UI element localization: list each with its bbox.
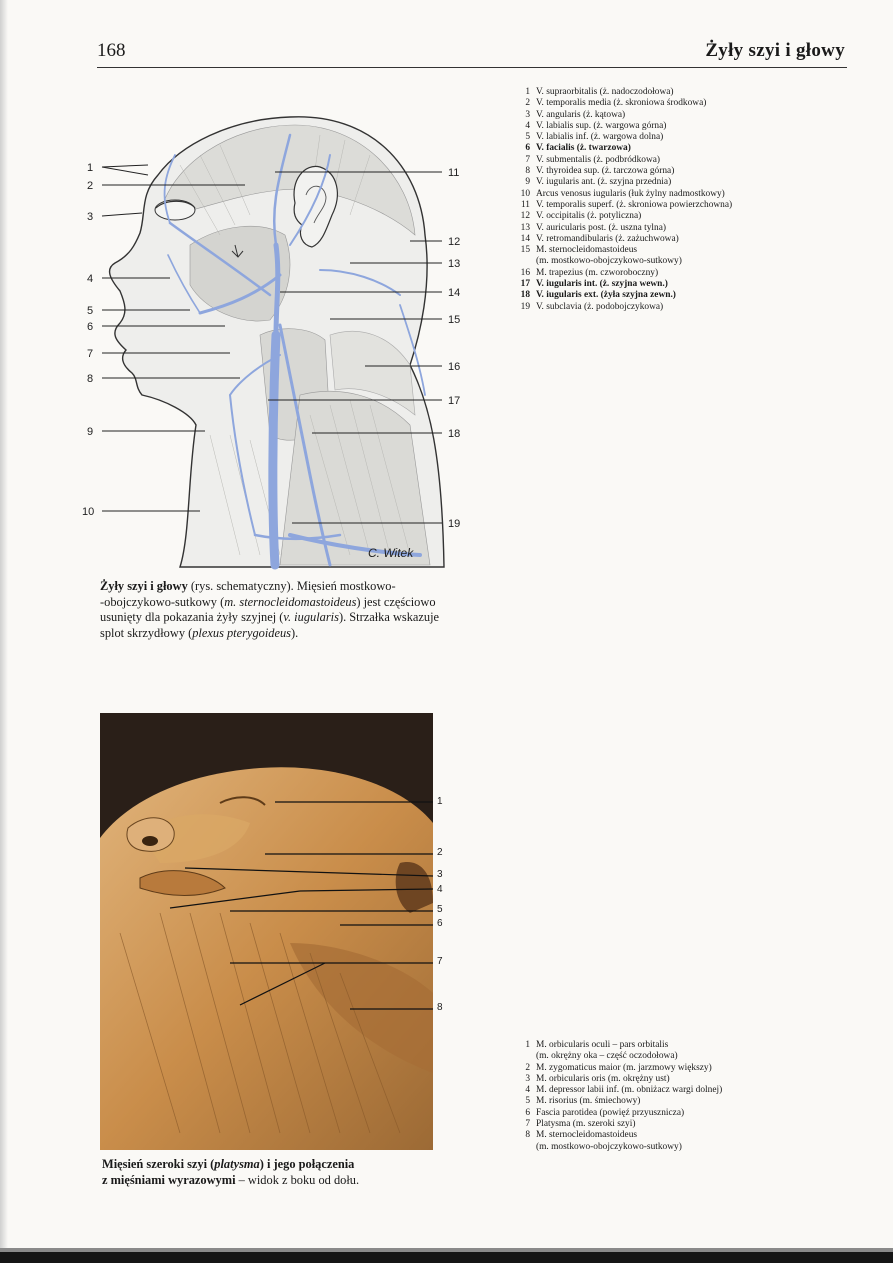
figure-neck-veins bbox=[80, 95, 480, 570]
legend-item: 18 V. iugularis ext. (żyła szyjna zewn.) bbox=[520, 290, 676, 301]
legend-item: 1 V. supraorbitalis (ż. nadoczodołowa) bbox=[525, 87, 674, 97]
legend-item: 6 V. facialis (ż. twarzowa) bbox=[525, 143, 631, 154]
legend-item: 7 V. submentalis (ż. podbródkowa) bbox=[525, 154, 661, 165]
legend-item: 3 M. orbicularis oris (m. okrężny ust) bbox=[525, 1073, 670, 1084]
caption-figure-2: Mięsień szeroki szyi (platysma) i jego połączenia z mięśniami wyrazowymi – widok z boku od dołu. bbox=[102, 1157, 360, 1187]
legend-item: 10 Arcus venosus iugularis (łuk żylny nadmostkowy) bbox=[520, 188, 725, 199]
page-edge-shadow bbox=[0, 0, 8, 1263]
legend-item: 3 V. angularis (ż. kątowa) bbox=[525, 109, 626, 120]
callout-13: 13 bbox=[448, 258, 461, 270]
legend-item: 8 M. sternocleidomastoideus bbox=[525, 1130, 638, 1141]
legend-item: 7 Platysma (m. szeroki szyi) bbox=[525, 1119, 636, 1130]
legend-item: 2 M. zygomaticus maior (m. jarzmowy większy) bbox=[525, 1062, 712, 1073]
legend-item: 4 M. depressor labii inf. (m. obniżacz wargi dolnej) bbox=[525, 1085, 723, 1096]
legend-item: (m. mostkowo-obojczykowo-sutkowy) bbox=[536, 1141, 682, 1152]
callout-3: 3 bbox=[87, 211, 94, 223]
callout-6: 6 bbox=[437, 918, 443, 929]
legend-item: 8 V. thyroidea sup. (ż. tarczowa górna) bbox=[525, 166, 675, 177]
callout-5: 5 bbox=[437, 904, 443, 915]
legend-item: 4 V. labialis sup. (ż. wargowa górna) bbox=[525, 120, 667, 131]
page-number: 168 bbox=[97, 40, 126, 61]
legend-item: 15 M. sternocleidomastoideus bbox=[520, 245, 638, 256]
scan-bottom-band bbox=[0, 1248, 893, 1263]
callout-7: 7 bbox=[87, 348, 94, 360]
callout-1: 1 bbox=[437, 796, 443, 807]
callout-16: 16 bbox=[448, 361, 461, 373]
callout-14: 14 bbox=[448, 287, 461, 299]
callout-8: 8 bbox=[87, 373, 94, 385]
legend-item: (m. okrężny oka – część oczodołowa) bbox=[536, 1051, 678, 1062]
callout-15: 15 bbox=[448, 314, 461, 326]
legend-muscles bbox=[508, 1040, 722, 1153]
legend-item: (m. mostkowo-obojczykowo-sutkowy) bbox=[536, 256, 682, 267]
callout-9: 9 bbox=[87, 426, 94, 438]
legend-item: 16 M. trapezius (m. czworoboczny) bbox=[520, 267, 659, 278]
legend-item: 11 V. temporalis superf. (ż. skroniowa powierzchowna) bbox=[520, 199, 733, 210]
legend-veins bbox=[508, 87, 732, 313]
legend-item: 14 V. retromandibularis (ż. zażuchwowa) bbox=[520, 233, 679, 244]
callout-18: 18 bbox=[448, 428, 461, 440]
callout-3: 3 bbox=[437, 869, 443, 880]
callout-2: 2 bbox=[437, 847, 443, 858]
legend-item: 17 V. iugularis int. (ż. szyjna wewn.) bbox=[520, 279, 668, 290]
callout-8: 8 bbox=[437, 1002, 443, 1013]
callout-10: 10 bbox=[82, 506, 95, 518]
callout-4: 4 bbox=[437, 884, 443, 895]
legend-item: 13 V. auricularis post. (ż. uszna tylna) bbox=[520, 222, 666, 233]
callout-2: 2 bbox=[87, 180, 94, 192]
legend-item: 19 V. subclavia (ż. podobojczykowa) bbox=[520, 301, 664, 312]
legend-item: 2 V. temporalis media (ż. skroniowa środkowa) bbox=[525, 98, 707, 109]
caption-title: Żyły szyi i głowy bbox=[100, 579, 188, 593]
callout-6: 6 bbox=[87, 321, 94, 333]
legend-item: 6 Fascia parotidea (powięź przyusznicza) bbox=[525, 1107, 685, 1118]
legend-item: 1 M. orbicularis oculi – pars orbitalis bbox=[525, 1040, 669, 1050]
legend-item: 5 M. risorius (m. śmiechowy) bbox=[525, 1096, 641, 1107]
callout-5: 5 bbox=[87, 305, 94, 317]
figure-platysma-photo bbox=[100, 713, 452, 1150]
callout-4: 4 bbox=[87, 273, 94, 285]
callout-17: 17 bbox=[448, 395, 461, 407]
callout-7: 7 bbox=[437, 956, 443, 967]
caption-figure-1: Żyły szyi i głowy (rys. schematyczny). Mięsień mostkowo- -obojczykowo-sutkowy (m. sternocleidomastoideus) jest częściowo usunięty dla pokazania żyły szyjnej (v. iugularis). Strzałka wskazuje splot skrzydłowy (plexus pterygoideus). bbox=[100, 579, 440, 640]
figure2-callouts bbox=[437, 713, 457, 1150]
header-rule bbox=[97, 67, 847, 68]
legend-item: 5 V. labialis inf. (ż. wargowa dolna) bbox=[525, 132, 664, 143]
callout-12: 12 bbox=[448, 236, 461, 248]
callout-19: 19 bbox=[448, 518, 461, 530]
callout-1: 1 bbox=[87, 162, 94, 174]
running-title: Żyły szyi i głowy bbox=[705, 40, 845, 61]
legend-item: 9 V. iugularis ant. (ż. szyjna przednia) bbox=[525, 177, 672, 188]
callout-11: 11 bbox=[448, 167, 460, 179]
legend-item: 12 V. occipitalis (ż. potyliczna) bbox=[520, 211, 642, 222]
figure-signature: C. Witek bbox=[368, 546, 414, 560]
